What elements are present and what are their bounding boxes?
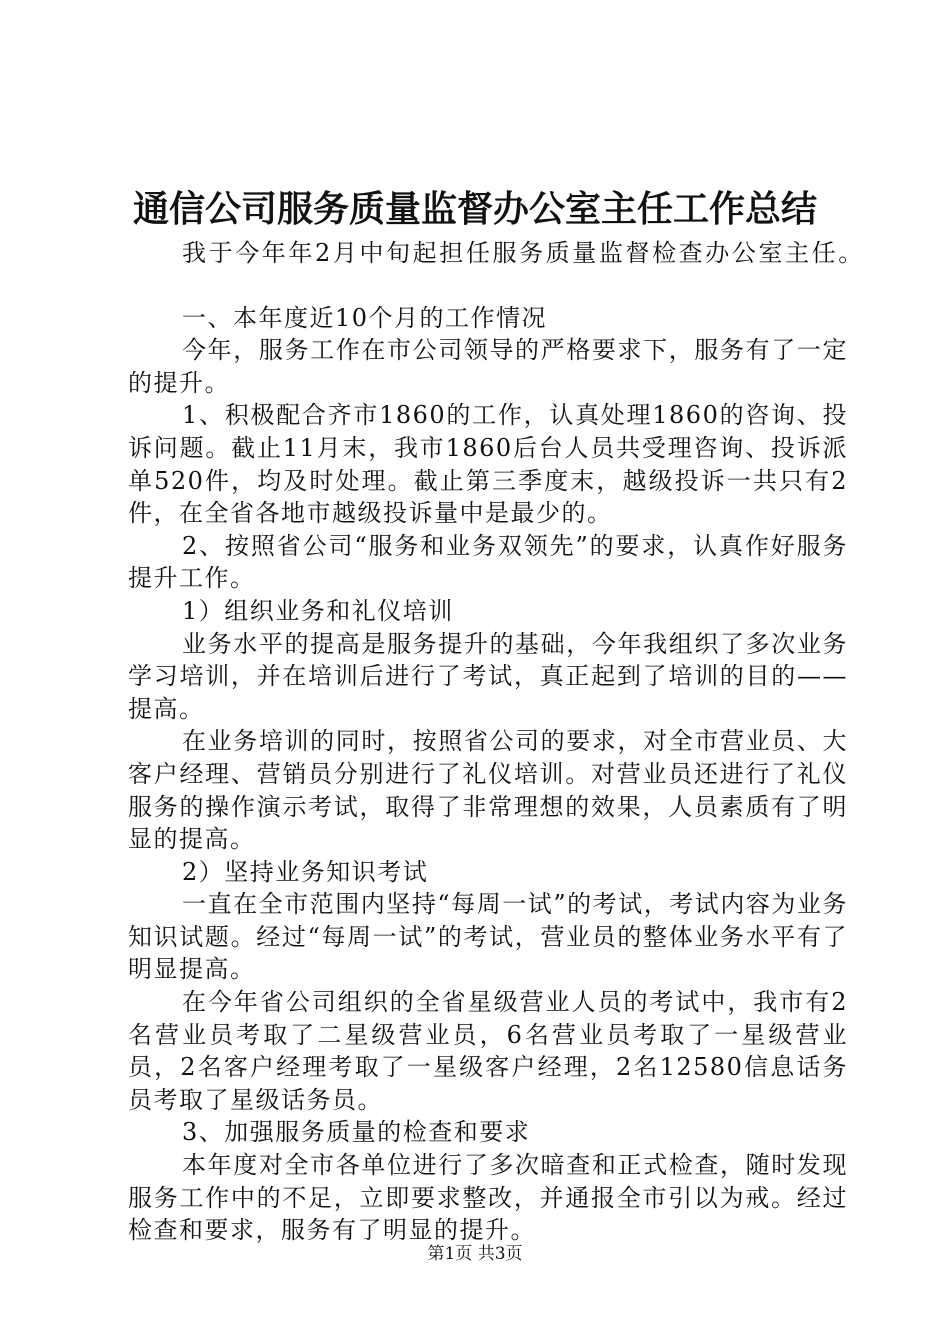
paragraph: 业务水平的提高是服务提升的基础，今年我组织了多次业务学习培训，并在培训后进行了考试，真正起到了培训的目的——提高。 (128, 629, 848, 723)
paragraph: 本年度对全市各单位进行了多次暗查和正式检查，随时发现服务工作中的不足，立即要求整改，并通报全市引以为戒。经过检查和要求，服务有了明显的提升。 (128, 1151, 848, 1245)
section-heading: 3、加强服务质量的检查和要求 (182, 1118, 531, 1147)
sub-heading: 2）坚持业务知识考试 (182, 857, 429, 886)
paragraph-intro: 我于今年年2月中旬起担任服务质量监督检查办公室主任。 (182, 239, 865, 267)
document-body (128, 237, 865, 1247)
paragraph: 在今年省公司组织的全省星级营业人员的考试中，我市有2名营业员考取了二星级营业员，6名营业员考取了一星级营业员，2名客户经理考取了一星级客户经理，2名12580信息话务员考取了星级话务员。 (128, 988, 848, 1114)
document-title: 通信公司服务质量监督办公室主任工作总结 (132, 188, 817, 230)
section-heading: 一、本年度近10个月的工作情况 (182, 303, 548, 332)
page-number-footer: 第1页 共3页 (427, 1244, 523, 1264)
sub-heading: 1）组织业务和礼仪培训 (182, 596, 454, 625)
paragraph: 一直在全市范围内坚持“每周一试”的考试，考试内容为业务知识试题。经过“每周一试”的考试，营业员的整体业务水平有了明显提高。 (128, 890, 848, 984)
blank-line (128, 270, 848, 302)
paragraph: 1、积极配合齐市1860的工作，认真处理1860的咨询、投诉问题。截止11月末，我市1860后台人员共受理咨询、投诉派单520件，均及时处理。截止第三季度末，越级投诉一共只有2件，在全省各地市越级投诉量中是最少的。 (128, 401, 848, 528)
paragraph: 今年，服务工作在市公司领导的严格要求下，服务有了一定的提升。 (128, 336, 848, 397)
paragraph: 在业务培训的同时，按照省公司的要求，对全市营业员、大客户经理、营销员分别进行了礼仪培训。对营业员还进行了礼仪服务的操作演示考试，取得了非常理想的效果，人员素质有了明显的提高。 (128, 727, 848, 854)
paragraph: 2、按照省公司“服务和业务双领先”的要求，认真作好服务提升工作。 (128, 531, 848, 593)
